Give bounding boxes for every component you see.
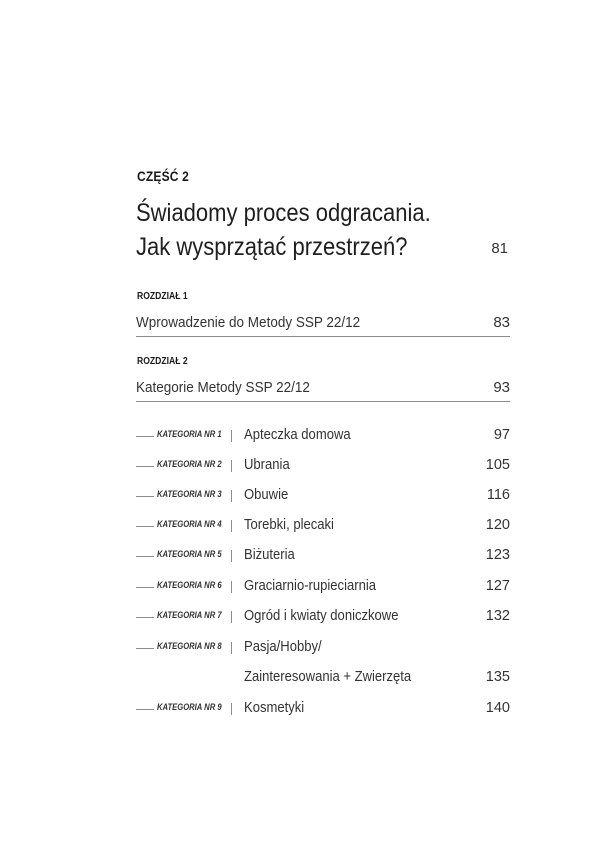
category-title: Ubrania xyxy=(244,457,290,473)
category-title: Kosmetyki xyxy=(244,700,305,716)
category-page: 123 xyxy=(485,547,510,563)
leader-dash xyxy=(136,648,154,649)
category-label: KATEGORIA NR 1 xyxy=(157,429,222,439)
part-title-line-1: Świadomy proces odgracania. xyxy=(136,199,431,227)
leader-dash xyxy=(136,526,154,527)
category-title: Graciarnio-rupieciarnia xyxy=(244,578,377,594)
chapter-page-2: 93 xyxy=(493,379,510,396)
separator xyxy=(231,430,232,442)
chapter-page-1: 83 xyxy=(493,314,510,331)
category-page: 97 xyxy=(493,427,510,443)
leader-dash xyxy=(136,587,154,588)
category-page: 105 xyxy=(485,457,510,473)
category-title: Ogród i kwiaty doniczkowe xyxy=(244,608,399,624)
category-row-4[interactable] xyxy=(136,518,510,538)
category-title: Pasja/Hobby/ xyxy=(244,639,322,655)
separator xyxy=(231,642,232,654)
category-row-6[interactable] xyxy=(136,579,510,599)
category-title: Apteczka domowa xyxy=(244,427,351,443)
chapter-label-2: ROZDZIAŁ 2 xyxy=(137,356,188,367)
part-page-number: 81 xyxy=(491,240,508,257)
category-row-7[interactable] xyxy=(136,609,510,629)
category-label: KATEGORIA NR 6 xyxy=(157,580,222,590)
category-page: 135 xyxy=(485,669,510,685)
category-page: 120 xyxy=(485,517,510,533)
leader-dash xyxy=(136,709,154,710)
category-label: KATEGORIA NR 4 xyxy=(157,519,222,529)
separator xyxy=(231,490,232,502)
separator xyxy=(231,581,232,593)
chapter-label-1: ROZDZIAŁ 1 xyxy=(137,291,188,302)
separator xyxy=(231,550,232,562)
category-row-9[interactable] xyxy=(136,701,510,721)
leader-dash xyxy=(136,496,154,497)
category-page: 132 xyxy=(485,608,510,624)
category-row-1[interactable] xyxy=(136,428,510,448)
category-title-continued: Zainteresowania + Zwierzęta xyxy=(244,669,412,685)
chapter-row-2[interactable] xyxy=(136,379,510,402)
category-row-8-continued[interactable] xyxy=(136,670,510,690)
separator xyxy=(231,460,232,472)
category-page: 116 xyxy=(486,487,510,503)
chapter-row-1[interactable] xyxy=(136,314,510,337)
leader-dash xyxy=(136,617,154,618)
category-label: KATEGORIA NR 7 xyxy=(157,610,222,620)
leader-dash xyxy=(136,556,154,557)
category-title: Obuwie xyxy=(244,487,289,503)
category-label: KATEGORIA NR 5 xyxy=(157,549,222,559)
category-row-2[interactable] xyxy=(136,458,510,478)
part-title-line-2: Jak wysprzątać przestrzeń? xyxy=(136,233,408,261)
category-row-8[interactable] xyxy=(136,640,510,660)
chapter-title-2: Kategorie Metody SSP 22/12 xyxy=(136,379,310,396)
category-row-5[interactable] xyxy=(136,548,510,568)
category-title: Torebki, plecaki xyxy=(244,517,334,533)
part-title xyxy=(136,196,431,264)
chapter-title-1: Wprowadzenie do Metody SSP 22/12 xyxy=(136,314,361,331)
category-label: KATEGORIA NR 3 xyxy=(157,489,222,499)
category-row-3[interactable] xyxy=(136,488,510,508)
leader-dash xyxy=(136,436,154,437)
part-label: CZĘŚĆ 2 xyxy=(137,168,190,184)
category-page: 140 xyxy=(485,700,510,716)
leader-dash xyxy=(136,466,154,467)
separator xyxy=(231,703,232,715)
category-title: Biżuteria xyxy=(244,547,295,563)
category-label: KATEGORIA NR 9 xyxy=(157,702,222,712)
category-label: KATEGORIA NR 2 xyxy=(157,459,222,469)
category-label: KATEGORIA NR 8 xyxy=(157,641,222,651)
category-page: 127 xyxy=(485,578,510,594)
separator xyxy=(231,611,232,623)
separator xyxy=(231,520,232,532)
